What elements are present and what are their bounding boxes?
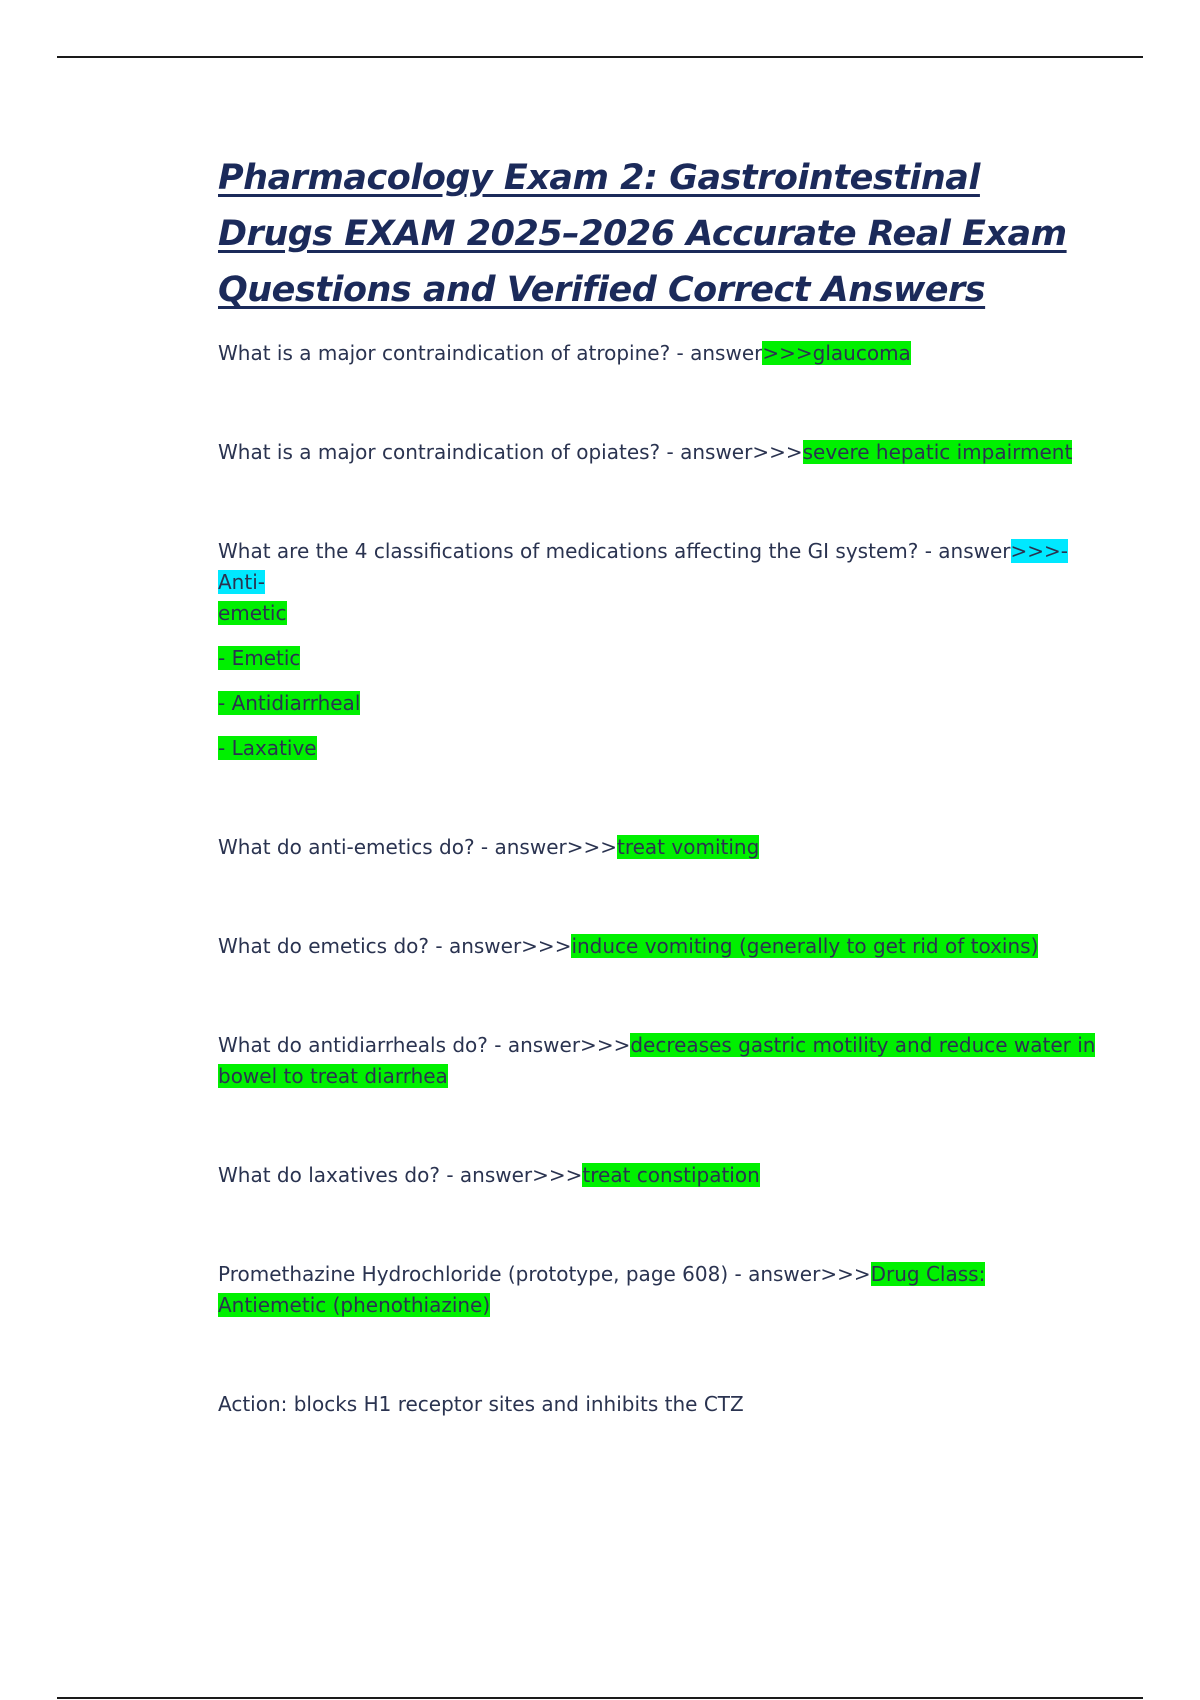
answer-highlight: emetic	[218, 601, 287, 625]
question-text: Promethazine Hydrochloride (prototype, page 608) - answer>>>	[218, 1262, 871, 1286]
question-text: What do anti-emetics do? - answer>>>	[218, 835, 617, 859]
question-text: What are the 4 classifications of medications affecting the GI system? - answer	[218, 539, 1011, 563]
sub-answer: - Antidiarrheal	[218, 691, 361, 715]
footer-rule	[57, 1697, 1143, 1699]
answer-highlight: >>>glaucoma	[762, 341, 911, 365]
answer-highlight: Drug Class: Antiemetic (phenothiazine)	[218, 1262, 986, 1317]
action-text: Action: blocks H1 receptor sites and inhibits the CTZ	[218, 1392, 744, 1416]
qa-item	[218, 931, 1098, 962]
qa-item	[218, 1259, 1098, 1321]
answer-highlight: induce vomiting (generally to get rid of toxins)	[571, 934, 1039, 958]
answer-highlight: decreases gastric motility and reduce water in bowel to treat diarrhea	[218, 1033, 1096, 1088]
qa-item	[218, 536, 1098, 629]
qa-item	[218, 1030, 1098, 1092]
question-text: What do laxatives do? - answer>>>	[218, 1163, 583, 1187]
document-title: Pharmacology Exam 2: Gastrointestinal Drugs EXAM 2025–2026 Accurate Real Exam Questions and Verified Correct Answers	[218, 158, 1067, 310]
question-text: What do antidiarrheals do? - answer>>>	[218, 1033, 631, 1057]
qa-item	[218, 832, 1098, 863]
document-body	[218, 150, 1098, 1420]
qa-list	[218, 338, 1098, 1420]
answer-highlight: severe hepatic impairment	[802, 440, 1073, 464]
answer-highlight: treat constipation	[582, 1163, 760, 1187]
answer-highlight: treat vomiting	[617, 835, 760, 859]
question-text: What do emetics do? - answer>>>	[218, 934, 572, 958]
sub-answer: - Laxative	[218, 736, 317, 760]
header-rule	[57, 56, 1143, 58]
qa-item	[218, 1160, 1098, 1191]
qa-item	[218, 338, 1098, 369]
answer-highlight-cyan: >>>- Anti-	[218, 539, 1069, 594]
sub-answer: - Emetic	[218, 646, 301, 670]
question-text: What is a major contraindication of opiates? - answer>>>	[218, 440, 803, 464]
qa-item	[218, 437, 1098, 468]
question-text: What is a major contraindication of atropine? - answer	[218, 341, 763, 365]
